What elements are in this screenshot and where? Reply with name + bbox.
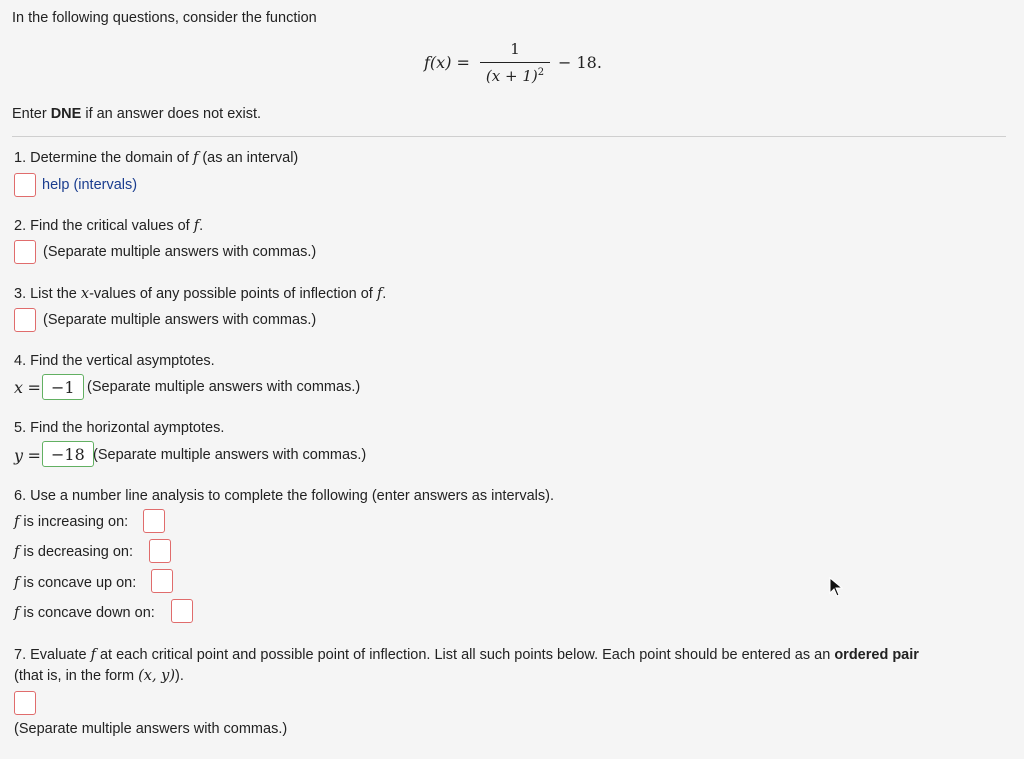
q6-concave-down-label — [14, 605, 155, 621]
formula-denominator: (x + 1) — [485, 67, 538, 85]
q3-mid: -values of any possible points of inflection of — [89, 286, 377, 302]
q3-label: 3. List the — [14, 286, 81, 302]
q1-var: f — [192, 150, 199, 166]
help-intervals-link[interactable]: help (intervals) — [42, 177, 138, 193]
increasing-input[interactable] — [143, 509, 165, 533]
q4-hint: (Separate multiple answers with commas.) — [87, 379, 361, 395]
dne-bold: DNE — [50, 106, 82, 122]
q7-pre: 7. Evaluate — [14, 647, 91, 663]
q7-hint: (Separate multiple answers with commas.) — [14, 721, 288, 737]
q6-var: f — [14, 514, 20, 530]
q7-mid: at each critical point and possible point of inflection. List all such points below. Each point should be entered as an — [95, 647, 835, 663]
ordered-pairs-input[interactable] — [14, 691, 36, 715]
q5-eq — [14, 446, 41, 466]
formula-lhs: f(x) = — [424, 53, 470, 72]
fraction-bar — [480, 62, 550, 63]
q6-decreasing-label — [14, 544, 133, 560]
q7-line2-pre: (that is, in the form — [14, 668, 139, 684]
dne-post: if an answer does not exist. — [81, 106, 262, 122]
q5-eq-sign: = — [27, 446, 41, 465]
q7-text — [14, 647, 919, 663]
q6-text: 6. Use a number line analysis to complete the following (enter answers as intervals). — [14, 488, 554, 504]
dne-pre: Enter — [12, 106, 51, 122]
formula-numerator: 1 — [510, 40, 520, 58]
q5-var: y — [14, 446, 24, 465]
q7-pair: (x, y) — [138, 668, 176, 684]
critical-values-input[interactable] — [14, 240, 36, 264]
domain-input[interactable] — [14, 173, 36, 197]
dne-note — [12, 106, 261, 122]
horizontal-asymptote-input[interactable]: −18 — [42, 441, 94, 467]
q2-label: 2. Find the critical values of — [14, 218, 194, 234]
q5-text: 5. Find the horizontal aymptotes. — [14, 420, 225, 436]
q3-suffix: . — [382, 286, 387, 302]
q3-var: x — [80, 286, 90, 302]
increasing-text: is increasing on: — [19, 514, 129, 530]
q4-text: 4. Find the vertical asymptotes. — [14, 353, 215, 369]
q3-text — [14, 286, 386, 302]
concave-up-text: is concave up on: — [19, 575, 137, 591]
q2-suffix: . — [199, 218, 204, 234]
q4-eq-sign: = — [27, 378, 41, 397]
q1-suffix: (as an interval) — [198, 150, 299, 166]
concave-down-input[interactable] — [171, 599, 193, 623]
q6-concave-up-label — [14, 575, 136, 591]
divider — [12, 136, 1006, 137]
q7-var: f — [90, 647, 96, 663]
q1-label: 1. Determine the domain of — [14, 150, 193, 166]
q6-var: f — [14, 575, 20, 591]
decreasing-text: is decreasing on: — [19, 544, 134, 560]
q6-increasing-label — [14, 514, 128, 530]
q7-bold: ordered pair — [834, 647, 919, 663]
inflection-points-input[interactable] — [14, 308, 36, 332]
q4-var: x — [14, 378, 24, 397]
q7-line2-post: ). — [175, 668, 184, 684]
q2-var: f — [193, 218, 200, 234]
q6-var: f — [14, 544, 20, 560]
q4-eq — [14, 378, 41, 398]
concave-down-text: is concave down on: — [19, 605, 155, 621]
concave-up-input[interactable] — [151, 569, 173, 593]
q2-text — [14, 218, 203, 234]
formula-tail: − 18. — [558, 53, 602, 72]
q6-var: f — [14, 605, 20, 621]
decreasing-input[interactable] — [149, 539, 171, 563]
q7-line2 — [14, 668, 184, 684]
q5-hint: (Separate multiple answers with commas.) — [93, 447, 367, 463]
intro-text: In the following questions, consider the function — [12, 10, 317, 26]
formula-fraction — [480, 40, 550, 85]
q2-hint: (Separate multiple answers with commas.) — [43, 244, 317, 260]
vertical-asymptote-input[interactable]: −1 — [42, 374, 84, 400]
formula-exponent: 2 — [537, 67, 545, 78]
q1-text — [14, 150, 298, 166]
q3-var2: f — [376, 286, 383, 302]
q3-hint: (Separate multiple answers with commas.) — [43, 312, 317, 328]
mouse-cursor-icon — [829, 577, 843, 597]
